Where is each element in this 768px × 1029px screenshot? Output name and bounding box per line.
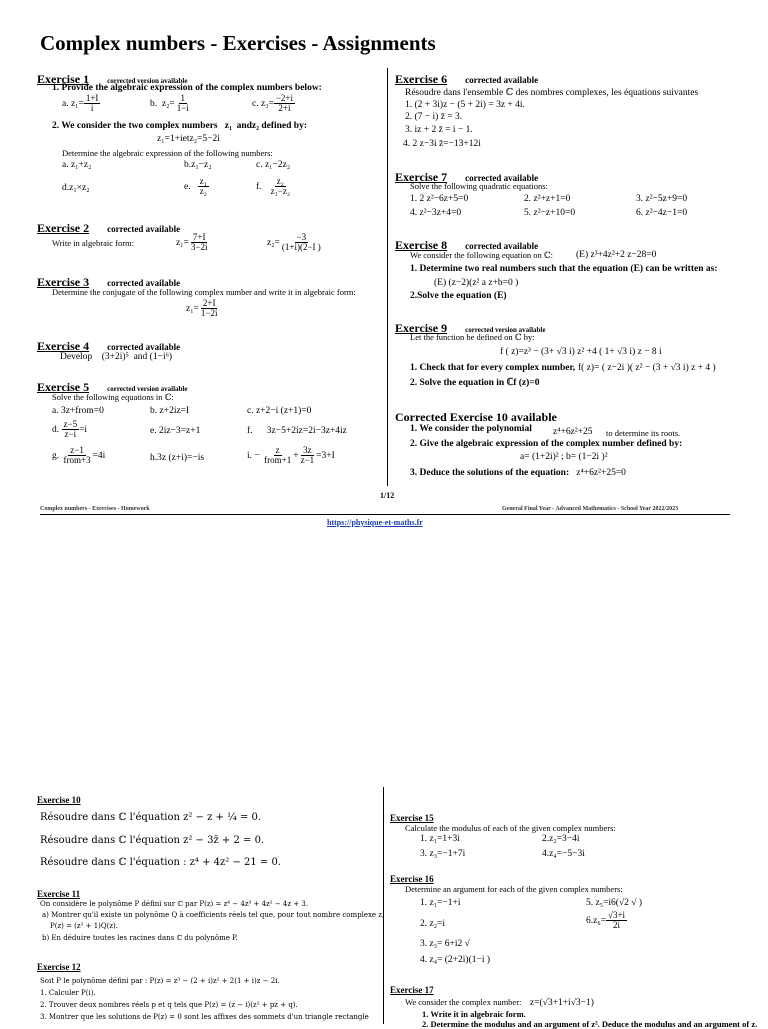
ex1-c-den: 2+i xyxy=(278,103,291,114)
ex7-eq-4: 4. z²−3z+4=0 xyxy=(410,208,462,218)
ex5-item-g xyxy=(52,446,105,466)
ex2-z2-den: (1+i)(2−I ) xyxy=(281,242,321,253)
ex1-a-fraction xyxy=(84,94,101,114)
ex7-text: Solve the following quadratic equations: xyxy=(410,181,548,191)
ex2-z2 xyxy=(267,233,323,253)
ex4-text xyxy=(60,352,172,362)
ex8-form: (E) (z−2)(z² a z+b=0 ) xyxy=(434,278,519,288)
ex2-z1-num: 7+I xyxy=(192,232,206,242)
ex16-item-1: 1. z₁=−1+i xyxy=(420,898,461,908)
ex16-item-2: 2. z₂=i xyxy=(420,919,446,929)
ex3-text: Determine the conjugate of the following complex number and write it in algebraic form: xyxy=(52,287,356,297)
ex5-text: Solve the following equations in ℂ: xyxy=(52,392,174,402)
ex2-z1-lhs: z₁= xyxy=(176,237,189,248)
ex2-z2-fraction xyxy=(280,233,323,253)
ex17-question-1: 1. Write it in algebraic form. xyxy=(422,1009,526,1019)
exercise-12-title: Exercise 12 xyxy=(37,962,81,972)
ex1-item-b xyxy=(150,94,191,114)
ex5-i-den2: z−1 xyxy=(300,455,315,466)
ex6-eq-2: 2. (7 − i) z̄ = 3. xyxy=(405,112,463,122)
ex3-fraction xyxy=(199,299,220,319)
ex1-e-fraction xyxy=(198,177,209,197)
ex5-i-den1: from+1 xyxy=(264,455,292,466)
ex5-d-num: z−5 xyxy=(63,419,78,429)
ex10c-question-2: 2. Give the algebraic expression of the complex number defined by: xyxy=(410,439,683,449)
ex2-text: Write in algebraic form: xyxy=(52,238,135,248)
exercise-9-note: corrected version available xyxy=(465,326,546,334)
ex9-text: Let the function be defined on ℂ by: xyxy=(410,332,535,342)
ex1-b-num: 1 xyxy=(180,93,186,103)
website-link[interactable]: https://physique-et-maths.fr xyxy=(327,518,423,527)
ex2-z2-lhs: z₂= xyxy=(267,237,280,248)
ex10c-q1-tail: to determine its roots. xyxy=(606,428,681,438)
exercise-2-title: Exercise 2 xyxy=(37,221,90,235)
ex16-item-6 xyxy=(586,911,627,931)
ex11-line-3: P(z) = (z² + 1)Q(z). xyxy=(50,922,119,930)
exercise-6-title: Exercise 6 xyxy=(395,72,448,86)
ex7-eq-5: 5. z²−z+10=0 xyxy=(524,208,576,218)
exercise-1-note: corrected version available xyxy=(107,77,188,85)
ex6-eq-3: 3. iz + 2 z̄ = i − 1. xyxy=(405,125,473,135)
exercise-9-title: Exercise 9 xyxy=(395,321,448,335)
ex5-item-h: h.3z (z+i)=−is xyxy=(150,453,205,463)
ex9-question-2: 2. Solve the equation in ℂf (z)=0 xyxy=(410,378,540,388)
ex1-f-label: f. xyxy=(256,181,262,192)
column-divider-page-2 xyxy=(383,787,384,1024)
ex12-line-1: Soit P le polynôme défini par : P(z) = z³ − (2 + i)z² + 2(1 + i)z − 2i. xyxy=(40,977,280,985)
page-title: Complex numbers - Exercises - Assignments xyxy=(40,31,436,55)
ex1-e-num: z₁ xyxy=(199,176,207,186)
ex1-f-num: z₂ xyxy=(276,176,284,186)
ex1-a-lhs: z₁= xyxy=(70,98,84,109)
ex1-f-fraction xyxy=(269,177,292,197)
ex15-text: Calculate the modulus of each of the given complex numbers: xyxy=(405,823,616,833)
ex9-factorization: f( z)= ( z−2i )( z² − (3 + √3 i) z + 4 ) xyxy=(578,363,716,373)
ex11-line-2: a) Montrer qu'il existe un polynôme Q à coefficients réels tel que, pour tout nombre complexe z, xyxy=(42,911,385,919)
exercise-1-title: Exercise 1 xyxy=(37,72,90,86)
exercise-8-title: Exercise 8 xyxy=(395,238,448,252)
exercise-3-note: corrected available xyxy=(107,278,181,288)
exercise-17-title: Exercise 17 xyxy=(390,985,434,995)
ex4-expr1: (3+2i)⁵ xyxy=(101,352,129,362)
ex5-item-e: e. 2iz−3=z+1 xyxy=(150,426,201,436)
ex16-item-4: 4. z₄= (2+2i)(1−i ) xyxy=(420,955,491,965)
ex1-a-num: 1+I xyxy=(85,93,99,103)
ex1-f-den: z₁−z₂ xyxy=(270,186,291,197)
exercise-11-title: Exercise 11 xyxy=(37,889,81,899)
ex16-item-3: 3. z₃= 6+i2 √ xyxy=(420,939,470,949)
ex17-question-2: 2. Determine the modulus and an argument of z². Deduce the modulus and an argument of z. xyxy=(422,1019,758,1029)
ex3-lhs: z₁= xyxy=(186,303,199,314)
ex1-b-fraction xyxy=(175,94,191,114)
ex10c-q3-equation: z⁴+6z²+25=0 xyxy=(576,468,626,478)
ex1-c-lhs: z₃= xyxy=(260,98,274,109)
ex5-d-den: z−i xyxy=(64,429,77,440)
ex1-item-diff: b.z₁−z₂ xyxy=(184,160,212,170)
ex1-e-den: z₂ xyxy=(199,186,207,197)
exercise-16-title: Exercise 16 xyxy=(390,874,434,884)
ex5-item-b: b. z+2iz=I xyxy=(150,406,190,416)
exercise-5-note: corrected version available xyxy=(107,385,188,393)
ex5-i-frac1 xyxy=(262,446,293,466)
ex1-item-ratio xyxy=(256,177,292,197)
ex10c-question-3 xyxy=(410,468,626,478)
ex12-line-4: 3. Montrer que les solutions de P(z) = 0 sont les affixes des sommets d'un triangle rectangle xyxy=(40,1013,369,1021)
ex1-c-num: −2+i xyxy=(275,93,294,103)
ex1-item-sum: a. z₁+z₂ xyxy=(62,160,92,170)
exercise-7-note: corrected available xyxy=(465,173,539,183)
ex1-c-fraction xyxy=(274,94,295,114)
ex11-line-1: On considère le polynôme P défini sur ℂ par P(z) = z⁴ − 4z³ + 4z² − 4z + 3. xyxy=(40,900,309,908)
footer-left: Complex numbers - Exercises - Homework xyxy=(40,506,150,512)
ex1-q2-and: andz₂ defined by: xyxy=(236,121,308,131)
ex15-item-3: 3. z₃=−1+7i xyxy=(420,849,466,859)
page-number: 1/12 xyxy=(380,491,395,500)
exercise-5-title: Exercise 5 xyxy=(37,380,90,394)
ex1-q2-z1: z₁ xyxy=(224,121,232,131)
ex15-item-2: 2.z₂=3−4i xyxy=(542,834,580,844)
ex2-z2-num: −3 xyxy=(296,232,307,242)
ex5-g-fraction xyxy=(62,446,93,466)
ex1-q2-text: 2. We consider the two complex numbers xyxy=(52,121,218,131)
ex1-definitions: z₁=1+ietz₂=5−2i xyxy=(157,134,220,144)
ex15-item-1: 1. z₁=1+3i xyxy=(420,834,460,844)
ex1-b-den: 1−i xyxy=(176,103,189,114)
ex1-b-lhs: z₂= xyxy=(161,98,175,109)
ex17-text xyxy=(405,997,594,1008)
ex5-f-text: 3z−5+2iz=2i−3z+4iz xyxy=(266,426,347,436)
ex5-d-fraction xyxy=(62,420,80,440)
ex1-item-c xyxy=(252,94,295,114)
ex5-d-label: d. xyxy=(52,424,60,435)
ex7-eq-1: 1. 2 z²−6z+5=0 xyxy=(410,194,469,204)
ex2-z1-fraction xyxy=(189,233,210,253)
ex16-f-num: √3+i xyxy=(608,910,626,920)
ex8-text: We consider the following equation on ℂ: xyxy=(410,250,553,260)
ex5-item-i xyxy=(247,446,335,466)
ex3-den: 1−2i xyxy=(200,308,218,319)
ex17-intro: We consider the complex number: xyxy=(405,997,522,1007)
ex10c-question-1: 1. We consider the polynomial xyxy=(410,424,532,434)
ex5-g-num: z−1 xyxy=(70,445,84,455)
ex6-eq-1: 1. (2 + 3i)z − (5 + 2i) = 3z + 4i. xyxy=(405,100,525,110)
ex4-and: and xyxy=(133,352,148,362)
ex5-item-c: c. z+2−i (z+1)=0 xyxy=(247,406,312,416)
exercise-15-title: Exercise 15 xyxy=(390,813,434,823)
ex5-g-rhs: =4i xyxy=(92,450,106,461)
footer-right: General Final Year - Advanced Mathematics - School Year 2022/2023 xyxy=(502,506,679,512)
ex10c-polynomial: z⁴+6z²+25 xyxy=(553,427,593,437)
ex1-determine: Determine the algebraic expression of the following numbers: xyxy=(62,148,273,158)
ex1-question-2 xyxy=(52,121,307,131)
ex8-question-1: 1. Determine two real numbers such that the equation (E) can be written as: xyxy=(410,264,718,274)
ex1-c-label: c. xyxy=(252,98,259,109)
ex1-e-label: e. xyxy=(184,181,191,192)
exercise-4-note: corrected available xyxy=(107,342,181,352)
exercise-10-corrected-title: Corrected Exercise 10 available xyxy=(395,410,557,424)
ex10-line-1: Résoudre dans ℂ l'équation z² − z + ¼ = 0. xyxy=(40,812,262,823)
ex5-i-num2: 3z xyxy=(303,445,312,455)
ex8-equation: (E) z³+4z²+2 z−28=0 xyxy=(576,250,657,260)
ex5-i-plus: + xyxy=(293,450,299,461)
ex1-a-den: i xyxy=(90,103,94,114)
exercise-2-note: corrected available xyxy=(107,224,181,234)
ex5-f-label: f. xyxy=(247,426,253,436)
ex1-b-label: b. xyxy=(150,98,158,109)
ex10-line-3: Résoudre dans ℂ l'équation : z⁴ + 4z² − 21 = 0. xyxy=(40,857,282,868)
ex16-f-fraction xyxy=(606,911,627,931)
ex5-item-f xyxy=(247,426,347,436)
exercise-4-title: Exercise 4 xyxy=(37,339,90,353)
ex5-g-label: g. xyxy=(52,450,60,461)
exercise-6-header xyxy=(395,70,538,88)
ex11-line-4: b) En déduire toutes les racines dans ℂ du polynôme P. xyxy=(42,934,238,942)
ex15-item-4: 4.z₄=−5−3i xyxy=(542,849,585,859)
ex16-f-den: 2i xyxy=(613,920,621,931)
ex5-g-den: from+3 xyxy=(63,455,91,466)
ex5-i-frac2 xyxy=(299,446,317,466)
ex10c-q3-text: 3. Deduce the solutions of the equation: xyxy=(410,468,570,478)
ex2-z1-den: 3−2i xyxy=(190,242,208,253)
ex10-line-2: Résoudre dans ℂ l'équation z² − 3z̄ + 2 = 0. xyxy=(40,835,265,846)
ex12-line-3: 2. Trouver deux nombres réels p et q tels que P(z) = (z − i)(z² + pz + q). xyxy=(40,1001,298,1009)
ex5-d-rhs: =i xyxy=(79,424,88,435)
ex9-function: f ( z)=z³ − (3+ √3 i) z² +4 ( 1+ √3 i) z − 8 i xyxy=(500,347,662,357)
ex1-item-lin: c. z₁−2z₂ xyxy=(256,160,291,170)
ex1-item-prod: d.z₁×z₂ xyxy=(62,183,90,193)
exercise-7-title: Exercise 7 xyxy=(395,170,448,184)
ex9-question-1: 1. Check that for every complex number, xyxy=(410,363,576,373)
ex10c-definitions: a= (1+2i)² ; b= (1−2i )² xyxy=(520,452,608,462)
ex5-i-rhs: =3+I xyxy=(316,450,335,461)
ex1-item-quot xyxy=(184,177,209,197)
ex4-expr2: (1−i⁶) xyxy=(149,352,173,362)
ex17-expression: z=(√3+1+i√3−1) xyxy=(529,998,594,1008)
ex7-eq-3: 3. z²−5z+9=0 xyxy=(636,194,688,204)
ex5-i-num1: z xyxy=(275,445,280,455)
ex12-line-2: 1. Calculer P(i). xyxy=(40,989,96,997)
ex16-f-label: 6.z₆= xyxy=(586,915,607,926)
ex4-develop: Develop xyxy=(60,352,93,362)
ex5-item-a: a. 3z+from=0 xyxy=(52,406,104,416)
ex7-eq-2: 2. z²+z+1=0 xyxy=(524,194,571,204)
footer-rule xyxy=(40,514,730,515)
ex7-eq-6: 6. z²−4z−1=0 xyxy=(636,208,688,218)
exercise-8-note: corrected available xyxy=(465,241,539,251)
ex16-text: Determine an argument for each of the given complex numbers: xyxy=(405,884,623,894)
ex1-a-label: a. xyxy=(62,98,69,109)
ex1-item-a xyxy=(62,94,100,114)
ex3-num: 2+I xyxy=(202,298,216,308)
ex6-eq-4: 4. 2 z−3i z̄=−13+12i xyxy=(403,139,481,149)
ex6-text: Résoudre dans l'ensemble ℂ des nombres complexes, les équations suivantes xyxy=(405,88,699,98)
exercise-2-header xyxy=(37,219,180,237)
exercise-3-title: Exercise 3 xyxy=(37,275,90,289)
ex2-z1 xyxy=(176,233,209,253)
ex5-i-label: i. − xyxy=(247,450,260,461)
column-divider xyxy=(387,68,388,486)
ex3-expression xyxy=(186,299,219,319)
ex1-question-1: 1. Provide the algebraic expression of the complex numbers below: xyxy=(52,83,322,93)
exercise-6-note: corrected available xyxy=(465,75,539,85)
ex16-item-5: 5. z₅=i6(√2 √ ) xyxy=(586,898,643,908)
exercise-10-title: Exercise 10 xyxy=(37,795,81,805)
ex5-item-d xyxy=(52,420,87,440)
ex8-question-2: 2.Solve the equation (E) xyxy=(410,291,507,301)
